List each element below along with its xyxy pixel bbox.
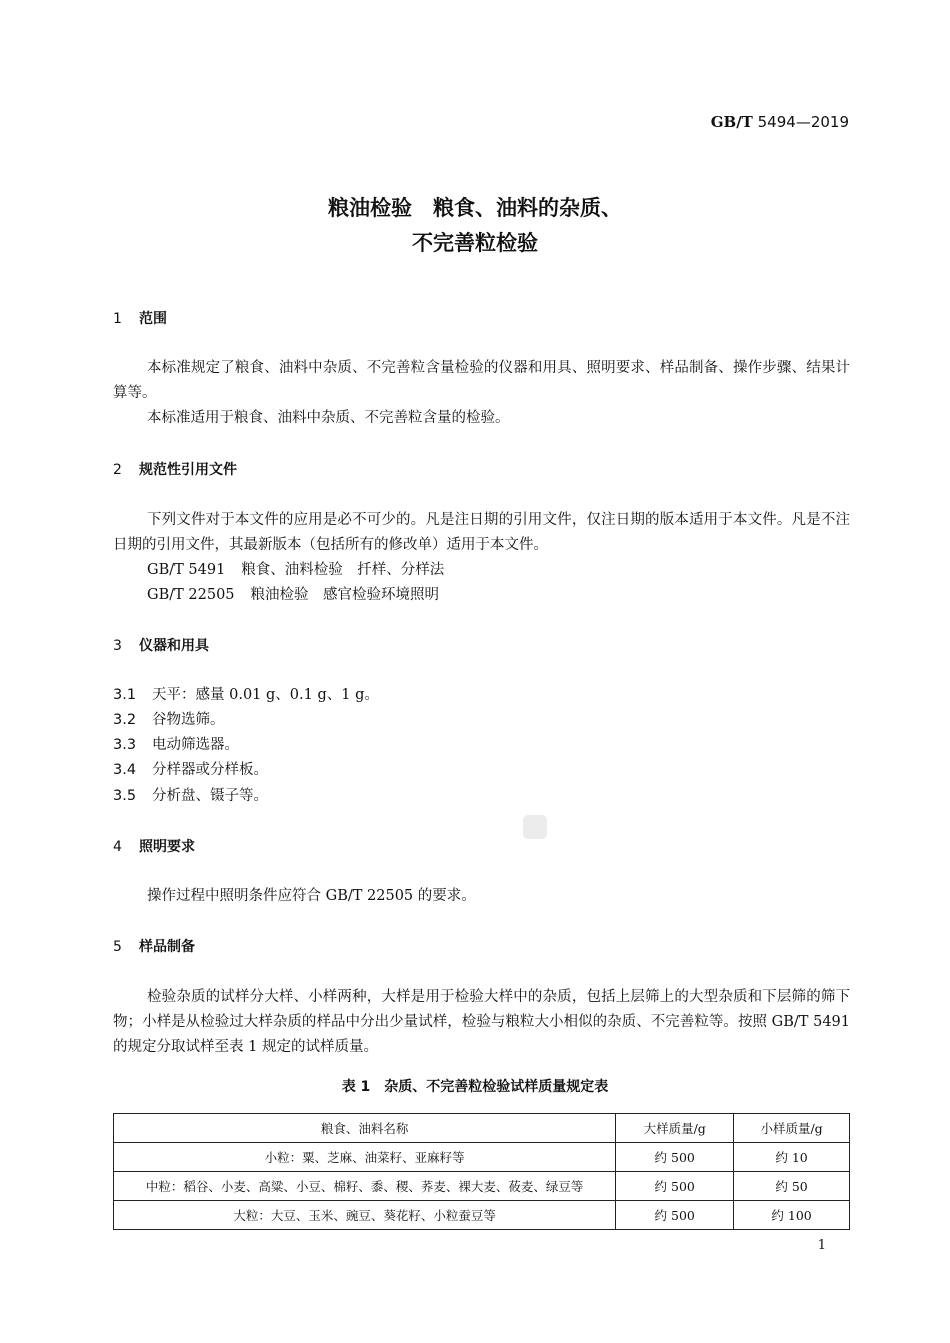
section-title: 照明要求 [139,839,195,855]
section-number: 4 [113,839,122,855]
table-cell: 大粒：大豆、玉米、豌豆、葵花籽、小粒蚕豆等 [114,1201,616,1230]
table-cell: 小粒：粟、芝麻、油菜籽、亚麻籽等 [114,1143,616,1172]
reference-item [147,583,439,608]
section-number: 1 [113,311,122,327]
section-title: 样品制备 [139,939,195,955]
sample-prep-paragraph: 检验杂质的试样分大样、小样两种，大样是用于检验大样中的杂质，包括上层筛上的大型杂质和下层筛的筛下物；小样是从检验过大样杂质的样品中分出少量试样，检验与粮粒大小相似的杂质、不完善粒等。按照 GB/T 5491 的规定分取试样至表 1 规定的试样质量。 [113,989,850,1055]
reference-code: GB/T 22505 [147,587,235,603]
section-title: 规范性引用文件 [139,462,237,478]
item-number: 3.4 [113,762,137,778]
title-line-1: 粮油检验 粮食、油料的杂质、 [328,196,622,220]
scope-paragraph-1: 本标准规定了粮食、油料中杂质、不完善粒含量检验的仪器和用具、照明要求、样品制备、操作步骤、结果计算等。 [113,360,850,401]
table-row [114,1201,850,1230]
table-caption: 表 1 杂质、不完善粒检验试样质量规定表 [341,1079,609,1095]
section-4-heading [113,838,195,856]
item-number: 3.3 [113,737,137,753]
section-2-heading [113,461,237,479]
table-cell: 约 10 [734,1143,850,1172]
table-cell: 约 100 [734,1201,850,1230]
sample-mass-table [113,1113,850,1230]
scope-paragraph-2: 本标准适用于粮食、油料中杂质、不完善粒含量的检验。 [147,410,510,426]
item-number: 3.1 [113,687,137,703]
reference-title: 粮食、油料检验 扦样、分样法 [241,562,445,578]
item-number: 3.5 [113,788,137,804]
document-code [711,113,849,131]
equipment-item [113,784,268,809]
equipment-item [113,733,239,758]
item-text: 谷物选筛。 [152,712,225,728]
title-line-2: 不完善粒检验 [412,231,538,255]
section-number: 2 [113,462,122,478]
section-number: 3 [113,638,122,654]
lighting-paragraph: 操作过程中照明条件应符合 GB/T 22505 的要求。 [147,888,476,904]
reference-title: 粮油检验 感官检验环境照明 [250,587,440,603]
page-number: 1 [817,1238,826,1253]
table-cell: 约 500 [616,1172,734,1201]
table-cell: 约 500 [616,1201,734,1230]
section-number: 5 [113,939,122,955]
header-cell: 粮食、油料名称 [114,1114,616,1143]
header-cell: 小样质量/g [734,1114,850,1143]
section-3-heading [113,637,209,655]
section-1-heading [113,310,167,328]
table-cell: 中粒：稻谷、小麦、高粱、小豆、棉籽、黍、稷、荞麦、裸大麦、莜麦、绿豆等 [114,1172,616,1201]
section-title: 范围 [139,311,167,327]
references-intro: 下列文件对于本文件的应用是必不可少的。凡是注日期的引用文件，仅注日期的版本适用于本文件。凡是不注日期的引用文件，其最新版本（包括所有的修改单）适用于本文件。 [113,512,850,553]
table-row [114,1143,850,1172]
table-row [114,1172,850,1201]
section-title: 仪器和用具 [139,638,209,654]
item-text: 电动筛选器。 [152,737,239,753]
table-header-row [114,1114,850,1143]
reference-item [147,558,444,583]
table-cell: 约 500 [616,1143,734,1172]
reference-code: GB/T 5491 [147,562,226,578]
code-number: 5494—2019 [757,113,849,131]
equipment-item [113,758,268,783]
table-cell: 约 50 [734,1172,850,1201]
item-text: 分析盘、镊子等。 [152,788,268,804]
item-number: 3.2 [113,712,137,728]
equipment-item [113,708,225,733]
code-prefix: GB/T [710,113,753,131]
header-cell: 大样质量/g [616,1114,734,1143]
item-text: 分样器或分样板。 [152,762,268,778]
item-text: 天平：感量 0.01 g、0.1 g、1 g。 [152,687,379,703]
section-5-heading [113,938,195,956]
equipment-item [113,683,379,708]
scan-artifact [523,815,547,839]
